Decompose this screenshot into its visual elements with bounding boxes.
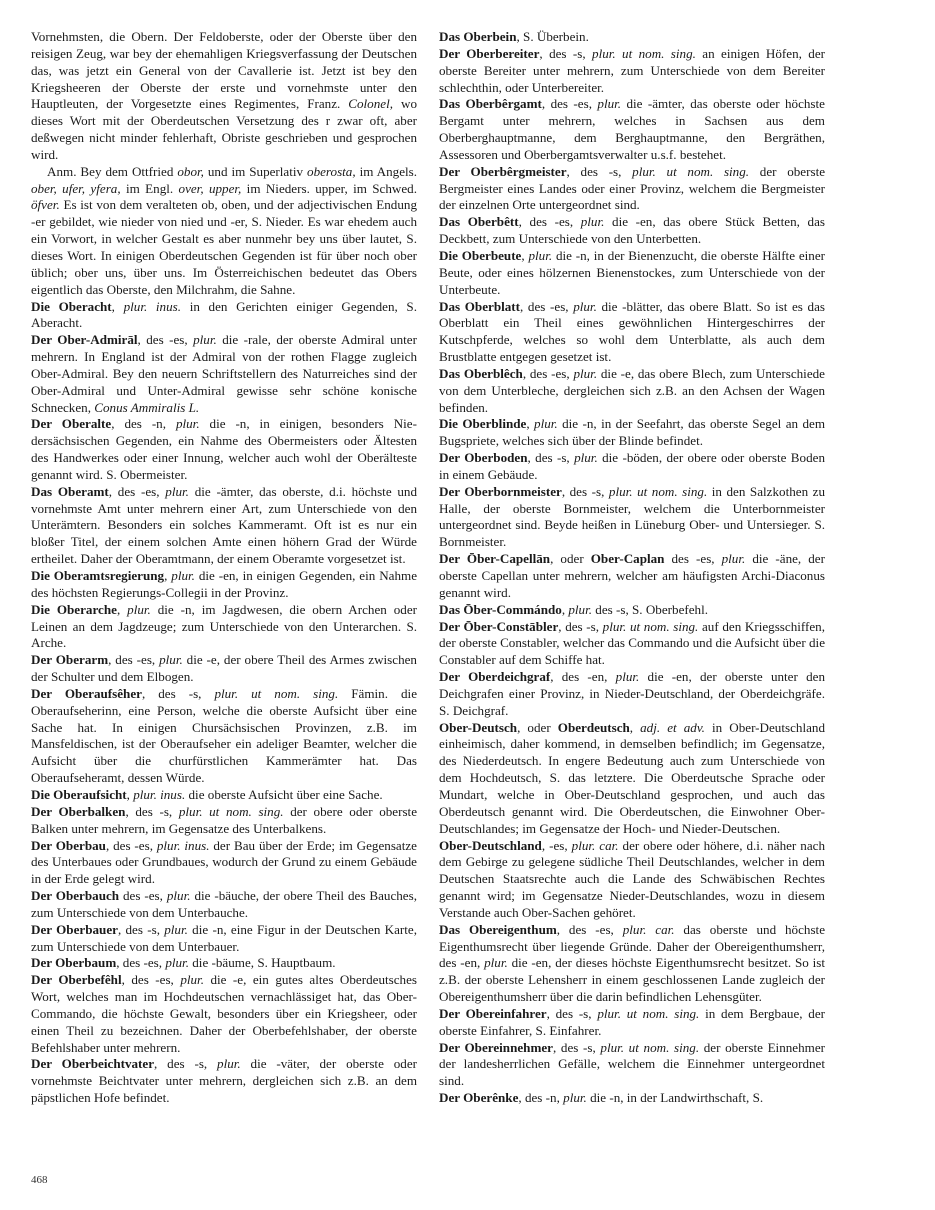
entry-grammar-note: plur. ut nom. sing.	[597, 1005, 700, 1021]
entry-text: die -ämter, das oberste, d.i. höchste und vornehmste Amt unter mehrern einer Art, zum Unterschiede von den Unterämtern. Besonders ein solches Kammeramt. Oft ist es nur ein bloßer Titel, der einem solchen Amte einen höhern Grad der Würde ertheilet. Daher der Oberamtmann, der einem Oberamte vorgesetzet ist.	[31, 483, 418, 567]
entry-grammar-note: plur.	[165, 483, 189, 499]
entry-headword: Der Oberbalken	[31, 803, 126, 819]
entry-text: der oberste Einnehmer der landesherrlichen Gefälle, welchem die Einnehmer untergeordnet sind.	[439, 1039, 826, 1089]
entry-text: die -n, eine Figur in der Deutschen Karte, zum Unterschiede von dem Unterbauer.	[31, 921, 417, 954]
entry-grammar-note: plur. car.	[571, 837, 619, 853]
entry-text: , des -es,	[108, 652, 160, 668]
dictionary-entry	[31, 299, 417, 333]
entry-text: , des -es,	[520, 298, 574, 314]
dictionary-entry	[439, 720, 825, 838]
entry-grammar-note: plur.	[171, 568, 195, 583]
dictionary-entry	[439, 1090, 825, 1107]
entry-text: wo dieses Wort mit der Oberdeutschen Versetzung des r zwar oft, aber deßwegen nicht minder fehlerhaft, Obriste geschrieben und gesprochen wird.	[31, 96, 417, 162]
entry-text: , des -es,	[105, 837, 157, 853]
entry-grammar-note: over, upper,	[178, 180, 242, 196]
entry-grammar-note: plur.	[574, 450, 598, 466]
dictionary-entry	[439, 619, 825, 670]
entry-headword: Der Ōber-Capellān	[439, 551, 551, 567]
dictionary-entry	[439, 922, 825, 1006]
entry-headword: Der Obereinnehmer	[439, 1039, 553, 1055]
entry-text: im Angels.	[355, 163, 418, 179]
entry-headword: Das Oberblatt	[439, 298, 521, 314]
entry-text: , des -s,	[552, 1039, 601, 1055]
entry-text: , des -s,	[561, 483, 609, 499]
entry-text: , S. Überbein.	[516, 29, 589, 44]
entry-text: die oberste Aufsicht über eine Sache.	[185, 786, 383, 802]
entry-headword: Ober-Deutsch	[439, 719, 518, 735]
entry-text: die -n, in der Landwirthschaft, S.	[586, 1090, 764, 1106]
entry-grammar-note: plur.	[127, 601, 151, 617]
dictionary-entry	[439, 214, 825, 248]
entry-headword: Der Oberarm	[31, 652, 109, 668]
entry-grammar-note: öfver.	[31, 197, 60, 213]
entry-headword: Der Oberdeichgraf	[439, 669, 551, 685]
entry-grammar-note: plur. inus.	[156, 837, 210, 853]
entry-text: , des -es,	[137, 332, 194, 348]
entry-grammar-note: plur.	[159, 652, 183, 668]
entry-text: ,	[111, 298, 124, 314]
entry-text: die -e, der obere Theil des Armes zwischen der Schulter und dem Elbogen.	[31, 652, 417, 685]
entry-grammar-note: plur. ut nom. sing.	[602, 618, 699, 634]
entry-text: in den Salzkothen zu Halle, der oberste Bornmeister, welchem die Unterbornmeister untergeordnet sind. Beyde heißen in Lüneburg Ober- und Untersieger. S. Bornmeister.	[439, 483, 826, 550]
entry-text: die -rale, der oberste Admiral unter mehrern. In England ist der Admiral von der rothen Flagge zugleich Ober-Admiral. Bey den neuern Schriftstellern des Naturreiches sind der Ober-Admiral und Unter-Admiral gewisse sehr schöne konische Schnecken,	[31, 332, 417, 415]
entry-text: , des -s,	[141, 685, 215, 701]
entry-text: ,	[126, 786, 134, 802]
entry-grammar-note: plur.	[580, 214, 605, 230]
dictionary-entry	[31, 416, 417, 483]
entry-headword: Die Oberblinde	[439, 416, 527, 432]
dictionary-entry	[439, 1040, 825, 1091]
entry-headword: Ober-Deutschland	[439, 837, 542, 853]
entry-grammar-note: plur.	[534, 416, 558, 432]
dictionary-entry	[31, 652, 417, 686]
entry-grammar-note: Conus Ammiralis L.	[94, 399, 200, 415]
entry-text: der obere oder höhere, d.i. näher nach dem Gebirge zu gelegene südliche Theil Deutschlandes, welcher in dem Deutschen Staatsrechte auch die Lande des Schwäbischen Rechtes genannt wird; im Gegensatze Nieder-Deutschlandes, wozu in diesem Verstande auch Ober-Sachen gehöret.	[439, 837, 825, 920]
entry-text: im Nieders. upper, im Schwed.	[241, 180, 418, 196]
entry-headword: Der Oberbornmeister	[439, 483, 562, 499]
entry-text: Es ist von dem veralteten ob, oben, und der adjectivischen Endung -er gebildet, wie nieder von nied und -er, S. Nieder. Es war ehedem auch ein Vorwort, in welcher Gestalt es aber nunmehr bey uns über lautet, S. dieses Wort. In einigen Oberdeutschen Gegenden ist für über noch ober üblich; ober uns, über uns. Im Österreichischen bedeutet das Obers eigentlich das Oberste, den Milchrahm, die Sahne.	[31, 197, 417, 297]
entry-grammar-note: plur.	[721, 551, 746, 567]
entry-grammar-note: ober, ufer, yfera,	[31, 180, 121, 196]
entry-grammar-note: plur.	[175, 416, 200, 432]
entry-headword: Das Oberblêch	[439, 365, 523, 381]
dictionary-entry	[439, 248, 825, 299]
entry-grammar-note: plur.	[193, 332, 217, 348]
entry-text: , des -en,	[550, 669, 616, 685]
entry-grammar-note: plur.	[563, 1090, 587, 1106]
entry-text: die -en, in einigen Gegenden, ein Nahme des höchsten Regierungs-Collegii in der Provinz.	[31, 568, 418, 600]
entry-headword: Das Ōber-Commándo	[439, 601, 562, 617]
entry-text: , des -s,	[117, 921, 165, 937]
entry-text: , des -s,	[539, 45, 593, 61]
entry-text: , oder	[550, 551, 591, 567]
dictionary-entry	[31, 29, 417, 164]
entry-grammar-note: obor,	[177, 163, 204, 179]
entry-grammar-note: plur.	[484, 955, 508, 971]
entry-grammar-note: oberosta,	[307, 163, 356, 179]
entry-text: , oder	[517, 719, 558, 735]
entry-headword: Die Oberaufsicht	[31, 786, 127, 802]
entry-grammar-note: plur. car.	[622, 921, 675, 937]
entry-text: in den Gerichten einiger Gegenden, S. Aberacht.	[31, 298, 417, 331]
dictionary-entry	[31, 955, 417, 972]
entry-grammar-note: plur.	[615, 669, 640, 685]
entry-text: die -böden, der obere oder oberste Boden in einem Gebäude.	[439, 450, 825, 482]
entry-headword: Oberdeutsch	[557, 719, 630, 735]
entry-grammar-note: plur.	[166, 888, 191, 904]
entry-grammar-note: plur.	[180, 972, 204, 988]
entry-text: des -s, S. Oberbefehl.	[592, 601, 709, 617]
entry-text: , des -es,	[556, 921, 623, 937]
entry-headword: Der Oberbauch	[31, 888, 120, 904]
entry-text: des -es,	[664, 551, 722, 567]
entry-text: ,	[521, 247, 529, 263]
entry-text: , -es,	[541, 837, 572, 853]
entry-grammar-note: plur. ut nom. sing.	[592, 45, 696, 61]
entry-grammar-note: plur.	[165, 955, 189, 971]
entry-text: , des -s,	[558, 618, 603, 634]
entry-headword: Der Ober-Admirāl	[31, 332, 138, 348]
entry-headword: Der Oberbeichtvater	[31, 1056, 155, 1072]
dictionary-entry	[31, 787, 417, 804]
entry-headword: Der Obereinfahrer	[439, 1005, 547, 1021]
entry-headword: Der Oberbêrgmeister	[439, 163, 567, 179]
entry-text: des -es,	[119, 888, 167, 904]
entry-text: , des -s,	[546, 1005, 598, 1021]
entry-headword: Die Oberacht	[31, 298, 112, 314]
entry-headword: Der Oberbefêhl	[31, 972, 122, 988]
entry-text: in dem Bergbaue, der oberste Einfahrer, S. Einfahrer.	[439, 1005, 826, 1038]
entry-text: ,	[561, 601, 569, 617]
entry-text: ,	[116, 601, 128, 617]
entry-text: die -n, in einigen, besonders Niedersächsischen Gegenden, ein Nahme des Obermeisters oder Ältesten des Handwerkes oder einer Innung, welcher auch wohl der Oberälteste genannt wird. S. Obermeister.	[31, 416, 417, 482]
dictionary-entry	[439, 484, 825, 551]
entry-text: , des -n,	[518, 1090, 564, 1106]
entry-text: ,	[629, 719, 641, 735]
entry-headword: Der Ōber-Constābler	[439, 618, 559, 634]
entry-text: und im Superlativ	[203, 163, 308, 179]
dictionary-entry	[31, 568, 417, 602]
entry-headword: Der Oberboden	[439, 450, 528, 466]
entry-text: , des -s,	[154, 1056, 218, 1072]
entry-text: , des -s,	[566, 163, 633, 179]
entry-text: , des -es,	[518, 214, 581, 230]
entry-headword: Der Oberbau	[31, 837, 106, 853]
entry-grammar-note: plur.	[217, 1056, 241, 1072]
entry-text: , des -n,	[111, 416, 176, 432]
dictionary-entry	[439, 450, 825, 484]
dictionary-entry	[31, 164, 417, 299]
dictionary-entry	[439, 838, 825, 922]
dictionary-entry	[31, 332, 417, 416]
entry-grammar-note: plur.	[597, 96, 622, 112]
entry-text: die -en, der dieses höchste Eigenthumsrecht besitzet. So ist z.B. der oberste Lehensherr in einem geschlossenen Lande zugleich der Obereigenthumsherr über die darin befindlichen Lehensgüter.	[439, 955, 825, 1005]
dictionary-entry	[439, 551, 825, 602]
right-column	[439, 29, 825, 1107]
entry-grammar-note: plur.	[568, 601, 593, 617]
entry-grammar-note: plur. inus.	[123, 298, 182, 314]
entry-grammar-note: plur. ut nom. sing.	[214, 685, 339, 701]
dictionary-entry	[31, 484, 417, 568]
entry-text: an einigen Höfen, der oberste Bereiter unter mehrern, zum Unterschiede von dem Bereiter schlechthin, oder Unterbereiter.	[439, 45, 826, 95]
entry-headword: Die Oberamtsregierung	[31, 568, 165, 583]
entry-text: Anm. Bey dem Ottfried	[47, 163, 178, 179]
dictionary-entry	[31, 602, 417, 653]
dictionary-entry	[439, 299, 825, 366]
entry-text: in Ober-Deutschland einheimisch, daher kommend, in demselben befindlich; im Gegensatze, des Niederdeutsch. In engere Bedeutung auch zum Unterschiede von dem Hochdeutsch, S. das letztere. Die Oberdeutsche Sprache oder Mundart, welche in Ober-Deutschland gesprochen, und auch das Oberdeutsch genannt wird. Die Oberdeutschen, die Einwohner Ober-Deutschlandes; im Gegensatze der Hoch- und Nieder-Deutschen.	[439, 719, 825, 836]
dictionary-entry	[31, 972, 417, 1056]
entry-grammar-note: plur. ut nom. sing.	[178, 803, 284, 819]
entry-text: die -n, im Jagdwesen, die obern Archen oder Leinen an dem Jagdzeuge; zum Unterschiede von den Unterarchen. S. Arche.	[31, 601, 418, 651]
entry-headword: Ober-Caplan	[590, 551, 665, 567]
entry-text: auf den Kriegsschiffen, der oberste Constabler, welcher das Commando und die Aufsicht über die Constabler auf dem Schiffe hat.	[439, 618, 826, 668]
dictionary-entry	[439, 602, 825, 619]
entry-grammar-note: plur. inus.	[133, 786, 186, 802]
entry-text: , des -s,	[527, 450, 575, 466]
entry-grammar-note: plur. ut nom. sing.	[600, 1039, 700, 1055]
entry-headword: Das Oberbêtt	[439, 214, 519, 230]
dictionary-entry	[439, 1006, 825, 1040]
entry-text: der oberste Bergmeister eines Landes oder einer Provinz, welchem die Bergmeister der einzelnen Orte untergeordnet sind.	[439, 163, 826, 213]
entry-grammar-note: plur.	[528, 247, 553, 263]
dictionary-entry	[439, 29, 825, 46]
entry-text: ,	[526, 416, 535, 432]
entry-grammar-note: plur. ut nom. sing.	[608, 483, 708, 499]
entry-text: Fämin. die Oberaufseherinn, eine Person, welche die oberste Aufsicht über eine Sache hat. In einigen Chursächsischen Provinzen, z.B. im Mansfeldischen, ist der Oberaufseher ein adeliger Beamter, welcher die Aufsicht über die churfürstlichen Kammerämter hat. Das Oberaufseheramt, dessen Würde.	[31, 685, 418, 786]
entry-text: die -e, das obere Blech, zum Unterschiede von dem Unterbleche, dergleichen sich z.B. an den Achsen der Wagen befinden.	[439, 365, 825, 415]
entry-headword: Der Oberbereiter	[439, 45, 540, 61]
entry-text: im Engl.	[120, 180, 179, 196]
entry-text: , des -es,	[522, 365, 574, 381]
entry-text: die -äne, der oberste Capellan unter mehrern, welcher am häufigsten Archi-Diaconus genannt wird.	[439, 551, 825, 600]
entry-text: das oberste und höchste Eigenthumsrecht über liegende Gründe. Daher der Obereigenthumsherr, des -en,	[439, 921, 826, 971]
entry-text: , des -es,	[541, 96, 598, 112]
entry-text: die -väter, der oberste oder vornehmste Beichtvater unter mehrern, dergleichen sich z.B. an dem päpstlichen Hofe befindet.	[31, 1056, 417, 1106]
entry-text: die -n, in der Bienenzucht, die oberste Hälfte einer Beute, oder eines hölzernen Bienenstockes, zum Unterschiede von der Unterbeute.	[439, 247, 825, 297]
entry-headword: Das Oberbein	[439, 29, 517, 44]
left-column	[31, 29, 417, 1107]
page-number: 468	[31, 1174, 48, 1186]
entry-grammar-note: Colonel,	[348, 96, 394, 112]
entry-text: die -n, in der Seefahrt, das oberste Segel an dem Bugspriete, welches sich über der Blinde befindet.	[439, 416, 826, 449]
entry-text: Vornehmsten, die Obern. Der Feldoberste, oder der Oberste über den reisigen Zeug, war bey der ehemahligen Kriegsverfassung der Deutschen das, was jetzt ein General von der Cavallerie ist. Jetzt ist bey den Kriegsheeren der Oberste der erste und vornehmste unter den Hauptleuten, der Vorgesetzte eines Regimentes, Franz.	[31, 29, 417, 112]
entry-grammar-note: plur.	[573, 298, 597, 314]
entry-headword: Das Oberamt	[31, 483, 109, 499]
entry-text: die -blätter, das obere Blatt. So ist es das Oberblatt ein Theil eines gewöhnlichen Hintergeschirres der Kutschpferde, welches so wohl dem Unterblatte, als auch dem Brustblatte entgegen gesetzet ist.	[439, 298, 825, 365]
dictionary-entry	[439, 366, 825, 417]
entry-headword: Das Obereigenthum	[439, 921, 557, 937]
entry-grammar-note: adj. et adv.	[640, 719, 705, 735]
entry-headword: Der Oberbauer	[31, 921, 118, 937]
entry-text: der Bau über der Erde; im Gegensatze des Unterbaues oder Grundbaues, wodurch der Grund zu einem Gebäude in der Erde gelegt wird.	[31, 837, 417, 887]
dictionary-entry	[439, 46, 825, 97]
entry-grammar-note: plur.	[164, 921, 188, 937]
dictionary-entry	[31, 838, 417, 889]
entry-headword: Die Oberbeute	[439, 247, 522, 263]
entry-text: die -en, das obere Stück Betten, das Deckbett, zum Unterschiede von den Unterbetten.	[439, 214, 825, 247]
entry-text: die -bäuche, der obere Theil des Bauches, zum Unterschiede von dem Unterbauche.	[31, 888, 417, 920]
entry-text: , des -es,	[121, 972, 181, 988]
dictionary-entry	[439, 669, 825, 720]
entry-headword: Die Oberarche	[31, 601, 117, 617]
dictionary-entry	[439, 416, 825, 450]
dictionary-entry	[31, 922, 417, 956]
dictionary-entry	[31, 686, 417, 787]
dictionary-entry	[31, 804, 417, 838]
entry-text: die -en, der oberste unter den Deichgrafen einer Provinz, in Nieder-Deutschland, der Oberdeichgräfe. S. Deichgraf.	[439, 669, 825, 718]
entry-text: die -e, ein gutes altes Oberdeutsches Wort, welches man im Hochdeutschen vernachlässiget hat, das Ober-Commando, die höchste Gewalt, besonders über ein Kriegsheer, oder einen Theil zu bezeichnen. Daher der Oberbefehlshaber, der oberste Befehlshaber unter mehrern.	[31, 972, 417, 1055]
entry-headword: Der Oberênke	[439, 1090, 519, 1106]
dictionary-entry	[31, 888, 417, 922]
dictionary-entry	[439, 96, 825, 163]
entry-headword: Das Oberbêrgamt	[439, 96, 542, 112]
entry-headword: Der Oberaufsêher	[31, 685, 142, 701]
entry-text: , des -s,	[125, 803, 179, 819]
entry-text: die -ämter, das oberste oder höchste Bergamt unter mehrern, welches in Sachsen aus dem Oberberghauptmanne, dem Berghauptmanne, den Bergräthen, Assessoren und Oberbergamtsverwalter u.s.f. bestehet.	[439, 96, 825, 162]
entry-headword: Der Oberbaum	[31, 955, 117, 971]
entry-headword: Der Oberalte	[31, 416, 112, 432]
dictionary-entry	[439, 164, 825, 215]
entry-text: , des -es,	[108, 483, 166, 499]
entry-text: ,	[164, 568, 172, 583]
entry-grammar-note: plur.	[573, 365, 598, 381]
entry-text: der obere oder oberste Balken unter mehrern, im Gegensatze des Unterbalkens.	[31, 803, 418, 836]
dictionary-entry	[31, 1056, 417, 1107]
entry-text: die -bäume, S. Hauptbaum.	[188, 955, 336, 971]
entry-text: , des -es,	[116, 955, 166, 971]
entry-grammar-note: plur. ut nom. sing.	[632, 163, 750, 179]
